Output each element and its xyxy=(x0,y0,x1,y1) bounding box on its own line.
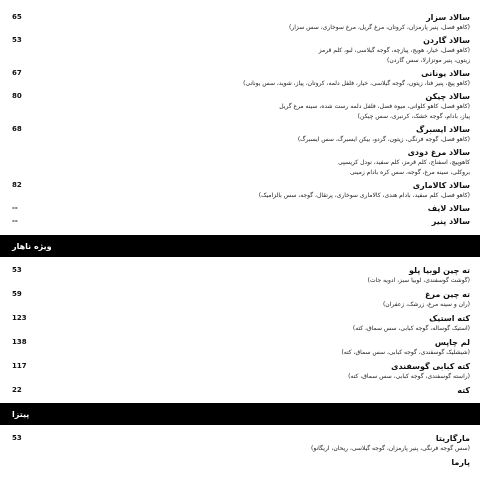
item-price: -- xyxy=(12,217,18,225)
item-name: مارگاریتا xyxy=(435,434,470,443)
menu-item[interactable] xyxy=(0,385,480,396)
item-name: پارما xyxy=(451,458,470,467)
section-header-lunch xyxy=(0,235,480,257)
item-description: (کاهو فصل، خیار، هویج، پیازچه، گوجه گیلاسی، لبو، کلم قرمز xyxy=(318,47,470,54)
item-description: (کاهو فصل، گوجه فرنگی، زیتون، گردو، بیکن ایسبرگ، سس ایسبرگ) xyxy=(297,136,470,143)
item-price: 65 xyxy=(12,13,22,21)
section-salads xyxy=(0,0,480,227)
item-description: کاهوپیچ، اسفناج، کلم قرمز، کلم سفید، نودل کریسپی xyxy=(338,159,470,166)
item-price: 82 xyxy=(12,181,22,189)
item-price: 80 xyxy=(12,92,22,100)
item-description: (گوشت گوسفندی، لوبیا سبز، ادویه جات) xyxy=(367,277,470,284)
menu-item[interactable] xyxy=(0,147,480,178)
item-description: زیتون، پنیر موتزارلا، سس گاردن) xyxy=(387,57,470,64)
item-name: کته استیک xyxy=(429,314,470,323)
item-name: کته کبابی گوسفندی xyxy=(391,362,470,371)
item-price: 53 xyxy=(12,434,22,442)
item-description: پیاز، بادام، گوجه خشک، کرنبری، سس چیکن) xyxy=(357,113,470,120)
item-name: سالاد چیکن xyxy=(425,92,470,101)
menu-item[interactable] xyxy=(0,433,480,454)
item-description: (شیشلیک گوسفندی، گوجه کبابی، سس سماق، کته) xyxy=(341,349,470,356)
item-name: ته چین مرغ xyxy=(424,290,470,299)
item-price: 123 xyxy=(12,314,27,322)
menu-item[interactable] xyxy=(0,203,480,214)
item-price: 138 xyxy=(12,338,27,346)
menu-item[interactable] xyxy=(0,337,480,358)
item-description: (کاهو فصل، کلم سفید، بادام هندی، کالاماری سوخاری، پرتقال، گوجه، سس بالزامیک) xyxy=(258,192,470,199)
item-description: (کاهو فصل، کاهو کلوانی، میوه فصل، فلفل دلمه رست شده، سینه مرغ گریل xyxy=(279,103,470,110)
item-description: (راسته گوسفندی، گوجه کبابی، سس سماق، کته) xyxy=(348,373,470,380)
menu-item[interactable] xyxy=(0,180,480,201)
menu-item[interactable] xyxy=(0,313,480,334)
item-name: سالاد کالاماری xyxy=(412,181,470,190)
section-heading: پیتزا xyxy=(12,409,30,419)
section-heading: ویژه ناهار xyxy=(12,241,52,251)
item-price: 53 xyxy=(12,36,22,44)
item-description: (کاهو پیچ، پنیر فتا، زیتون، گوجه گیلاسی، خیار، فلفل دلمه، کروتان، پیاز، شوید، سس یونانی) xyxy=(243,80,470,87)
item-price: 68 xyxy=(12,125,22,133)
item-name: سالاد لایف xyxy=(427,204,470,213)
item-name: سالاد گاردن xyxy=(423,36,470,45)
item-price: 117 xyxy=(12,362,27,370)
item-name: سالاد پنیر xyxy=(431,217,470,226)
menu-item[interactable] xyxy=(0,457,480,468)
menu-item[interactable] xyxy=(0,265,480,286)
item-price: -- xyxy=(12,204,18,212)
menu-item[interactable] xyxy=(0,124,480,145)
item-description: (استیک گوساله، گوجه کبابی، سس سماق، کته) xyxy=(352,325,470,332)
section-lunch xyxy=(0,257,480,396)
item-name: سالاد مرغ دودی xyxy=(407,148,470,157)
item-price: 53 xyxy=(12,266,22,274)
menu-item[interactable] xyxy=(0,68,480,89)
menu-item[interactable] xyxy=(0,91,480,122)
item-name: سالاد یونانی xyxy=(421,69,470,78)
item-description: بروکلی، سینه مرغ، گوجه، سس کره بادام زمینی xyxy=(349,169,470,176)
item-price: 67 xyxy=(12,69,22,77)
item-name: کته xyxy=(457,386,470,395)
menu-item[interactable] xyxy=(0,35,480,66)
item-name: لم چاپس xyxy=(434,338,470,347)
item-name: سالاد سزار xyxy=(426,13,470,22)
menu-item[interactable] xyxy=(0,12,480,33)
menu-item[interactable] xyxy=(0,216,480,227)
menu-item[interactable] xyxy=(0,361,480,382)
item-price: 22 xyxy=(12,386,22,394)
item-description: (ران و سینه مرغ، زرشک، زعفران) xyxy=(382,301,470,308)
section-pizza xyxy=(0,425,480,468)
item-price: 59 xyxy=(12,290,22,298)
section-header-pizza xyxy=(0,403,480,425)
menu-item[interactable] xyxy=(0,289,480,310)
item-description: (سس گوجه فرنگی، پنیر پارمزان، گوجه گیلاسی، ریحان، اریگانو) xyxy=(311,445,470,452)
item-name: ته چین لوبیا پلو xyxy=(408,266,470,275)
item-name: سالاد ایسبرگ xyxy=(415,125,470,134)
item-description: (کاهو فصل، پنیر پارمزان، کروتان، مرغ گریل، مرغ سوخاری، سس سزار) xyxy=(289,24,470,31)
